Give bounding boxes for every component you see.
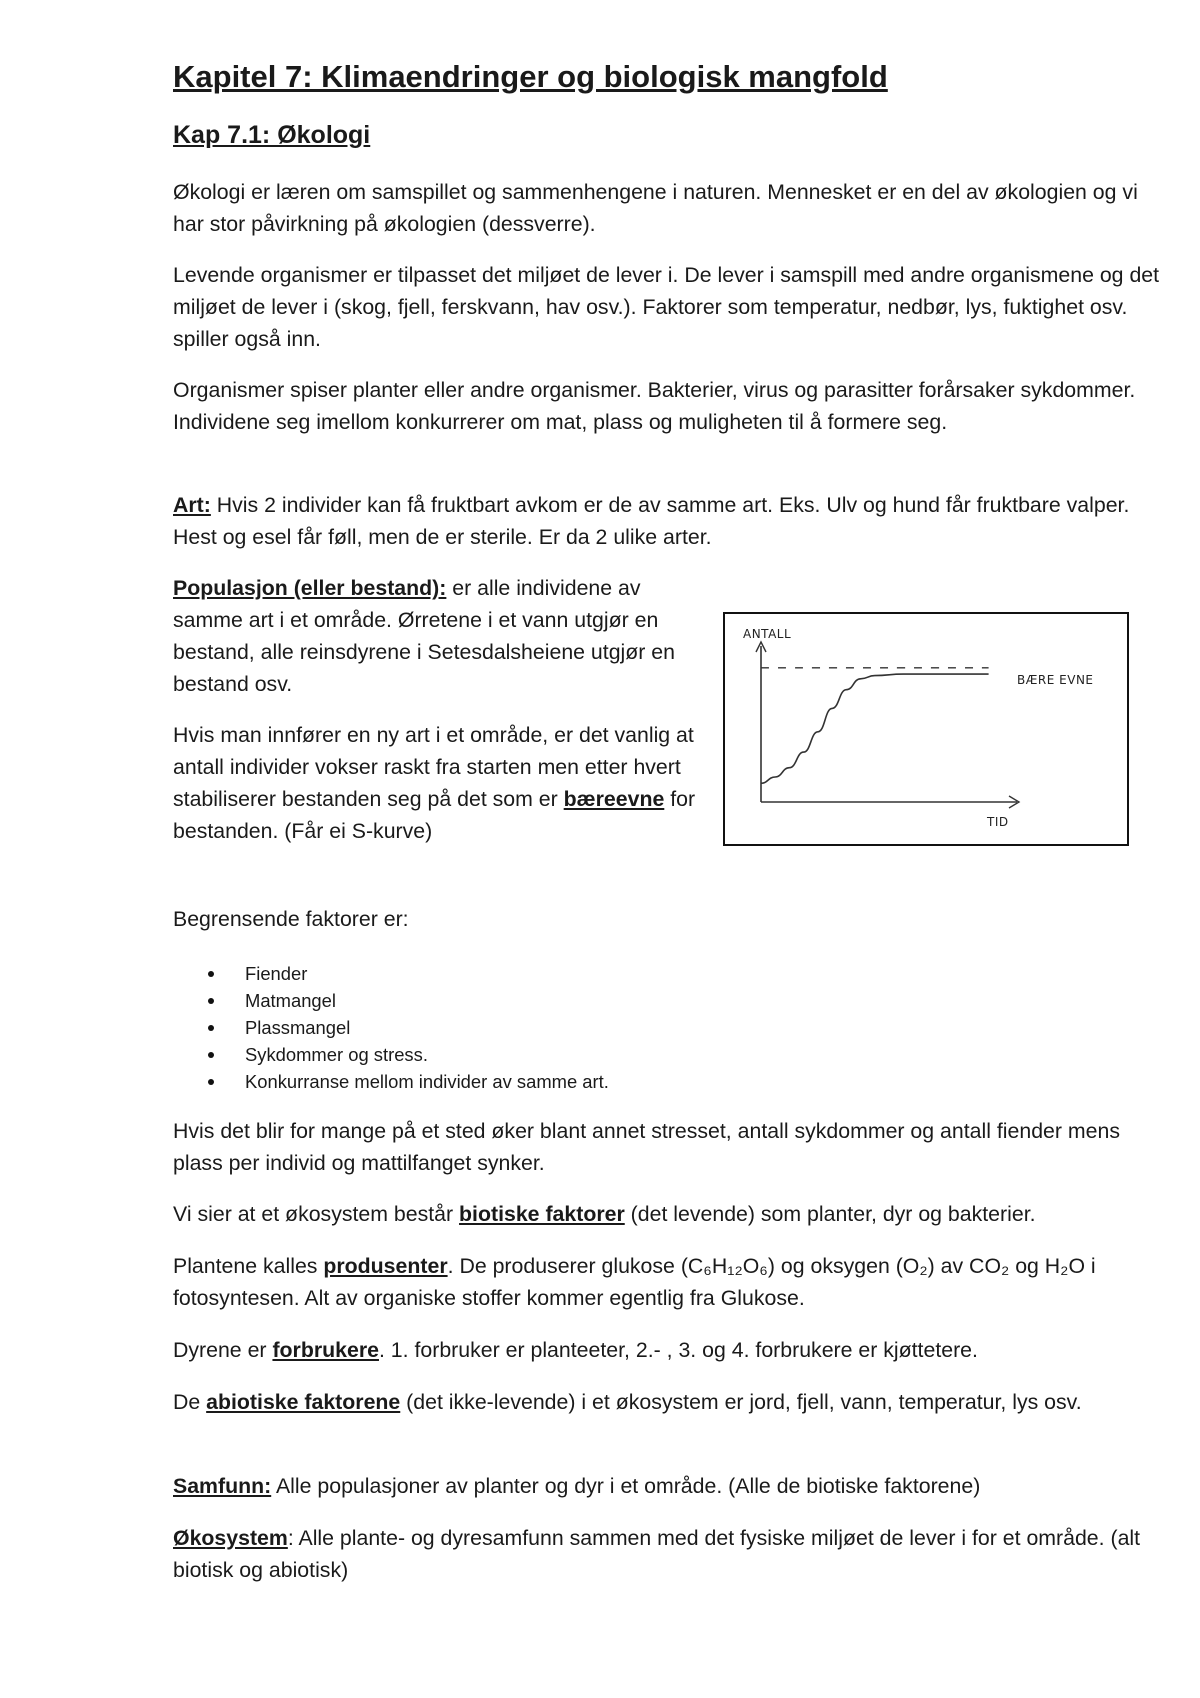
begrensende-intro: Begrensende faktorer er:	[173, 907, 409, 931]
term-biotiske-faktorer: biotiske faktorer	[459, 1202, 625, 1226]
paragraph-organismer-spiser: Organismer spiser planter eller andre organismer. Bakterier, virus og parasitter forårsaker sykdommer. Individene seg imellom konkurrerer om mat, plass og muligheten til å formere seg.	[173, 378, 1136, 434]
samfunn-definition: Alle populasjoner av planter og dyr i et område. (Alle de biotiske faktorene)	[271, 1474, 981, 1498]
produsenter-text-start: Plantene kalles	[173, 1254, 324, 1278]
paragraph-levende-organismer: Levende organismer er tilpasset det miljøet de lever i. De lever i samspill med andre organismene og det miljøet de lever i (skog, fjell, ferskvann, hav osv.). Faktorer som temperatur, nedbør, lys, fuktighet osv. spiller også inn.	[173, 263, 1160, 351]
abiotiske-text-start: De	[173, 1390, 207, 1414]
term-samfunn: Samfunn:	[173, 1474, 272, 1498]
term-art: Art:	[173, 493, 211, 517]
list-item: Fiender	[245, 960, 609, 987]
paragraph-produsenter	[173, 1250, 1163, 1314]
population-curve	[761, 674, 989, 783]
s-curve-figure	[723, 612, 1129, 846]
paragraph-populasjon	[173, 572, 703, 700]
paragraph-okologi: Økologi er læren om samspillet og sammenhengene i naturen. Mennesket er en del av økologien og vi har stor påvirkning på økologien (dessverre).	[173, 180, 1138, 236]
section-title: Kap 7.1: Økologi	[173, 121, 371, 149]
ny-art-text-start: Hvis man innfører en ny art i et område, er det vanlig at antall individer vokser raskt fra starten men etter hvert stabiliserer bestanden seg på det som er	[173, 723, 694, 811]
list-item: Plassmangel	[245, 1014, 609, 1041]
ny-art-text-end: for bestanden. (Får ei S-kurve)	[173, 787, 696, 843]
paragraph-samfunn	[173, 1470, 1163, 1502]
list-item: Matmangel	[245, 987, 609, 1014]
chapter-title: Kapitel 7: Klimaendringer og biologisk mangfold	[173, 59, 888, 94]
biotiske-text-end: (det levende) som planter, dyr og bakterier.	[624, 1202, 1036, 1226]
paragraph-art	[173, 489, 1163, 553]
x-axis-label: TID	[987, 815, 1009, 829]
populasjon-definition: er alle individene av samme art i et område. Ørretene i et vann utgjør en bestand, alle reinsdyrene i Setesdalsheiene utgjør en bestand osv.	[173, 576, 675, 696]
term-okosystem: Økosystem	[173, 1526, 288, 1550]
term-baereevne: bæreevne	[563, 787, 665, 811]
paragraph-abiotiske	[173, 1386, 1163, 1418]
carrying-capacity-label: BÆRE EVNE	[1017, 673, 1094, 687]
term-produsenter: produsenter	[323, 1254, 448, 1278]
paragraph-ny-art	[173, 719, 703, 847]
term-populasjon: Populasjon (eller bestand):	[173, 576, 447, 600]
okosystem-definition: : Alle plante- og dyresamfunn sammen med det fysiske miljøet de lever i for et område. (alt biotisk og abiotisk)	[173, 1526, 1141, 1582]
paragraph-for-mange: Hvis det blir for mange på et sted øker blant annet stresset, antall sykdommer og antall fiender mens plass per individ og mattilfanget synker.	[173, 1119, 1120, 1175]
s-curve-chart	[725, 614, 1126, 843]
paragraph-forbrukere	[173, 1334, 1163, 1366]
forbrukere-text-end: . 1. forbruker er planteeter, 2.- , 3. og 4. forbrukere er kjøttetere.	[378, 1338, 978, 1362]
produsenter-text-end: . De produserer glukose (C₆H₁₂O₆) og oksygen (O₂) av CO₂ og H₂O i fotosyntesen. Alt av organiske stoffer kommer egentlig fra Glukose.	[173, 1254, 1096, 1310]
biotiske-text-start: Vi sier at et økosystem består	[173, 1202, 460, 1226]
paragraph-okosystem	[173, 1522, 1163, 1586]
y-axis-label: ANTALL	[743, 627, 792, 641]
art-definition: Hvis 2 individer kan få fruktbart avkom er de av samme art. Eks. Ulv og hund får fruktbare valper. Hest og esel får føll, men de er sterile. Er da 2 ulike arter.	[173, 493, 1130, 549]
paragraph-biotiske	[173, 1198, 1163, 1230]
term-forbrukere: forbrukere	[272, 1338, 379, 1362]
list-item: Sykdommer og stress.	[245, 1041, 609, 1068]
limiting-factors-list	[173, 960, 609, 1095]
list-item: Konkurranse mellom individer av samme art.	[245, 1068, 609, 1095]
forbrukere-text-start: Dyrene er	[173, 1338, 273, 1362]
abiotiske-text-end: (det ikke-levende) i et økosystem er jord, fjell, vann, temperatur, lys osv.	[400, 1390, 1082, 1414]
term-abiotiske-faktorene: abiotiske faktorene	[206, 1390, 401, 1414]
